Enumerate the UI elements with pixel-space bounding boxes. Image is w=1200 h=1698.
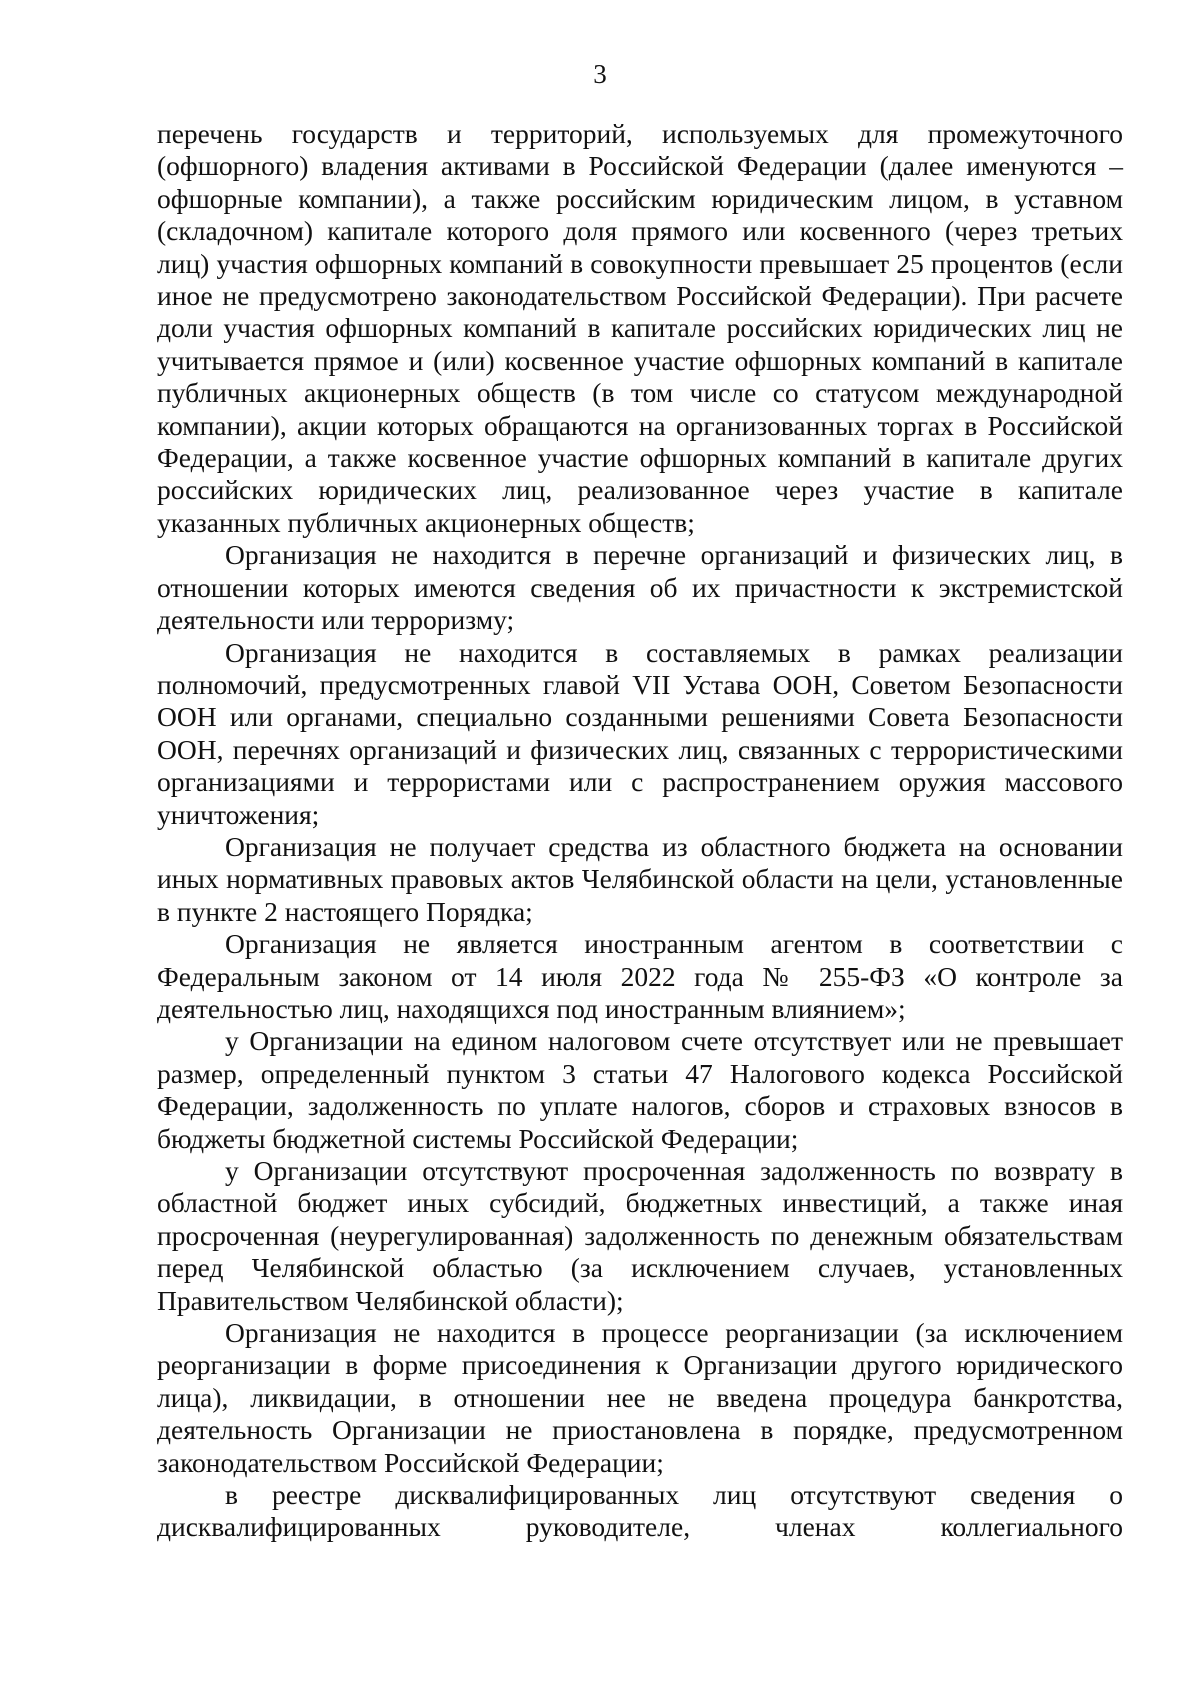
page-number: 3	[593, 59, 607, 89]
paragraph-overdue-debt: у Организации отсутствуют просроченная задолженность по возврату в областной бюджет иных субсидий, бюджетных инвестиций, а также иная просроченная (неурегулированная) задолженность по денежным обязательствам перед Челябинской областью (за исключением случаев, установленных Правительством Челябинской области);	[157, 1155, 1123, 1316]
paragraph-reorganization: Организация не находится в процессе реорганизации (за исключением реорганизации в форме присоединения к Организации другого юридического лица), ликвидации, в отношении нее не введена процедура банкротства, деятельность Организации не приостановлена в порядке, предусмотренном законодательством Российской Федерации;	[157, 1317, 1123, 1478]
paragraph-foreign-agent: Организация не является иностранным агентом в соответствии с Федеральным законом от 14 июля 2022 года № 255-ФЗ «О контроле за деятельностью лиц, находящихся под иностранным влиянием»;	[157, 928, 1123, 1024]
paragraph-extremism-list: Организация не находится в перечне организаций и физических лиц, в отношении которых имеются сведения об их причастности к экстремистской деятельности или терроризму;	[157, 539, 1123, 636]
paragraph-disqualified-persons: в реестре дисквалифицированных лиц отсутствуют сведения о дисквалифицированных руководителе, членах коллегиального	[157, 1479, 1123, 1543]
paragraph-offshore-companies: перечень государств и территорий, используемых для промежуточного (офшорного) владения активами в Российской Федерации (далее именуются – офшорные компании), а также российским юридическим лицом, в уставном (складочном) капитале которого доля прямого или косвенного (через третьих лиц) участия офшорных компаний в совокупности превышает 25 процентов (если иное не предусмотрено законодательством Российской Федерации). При расчете доли участия офшорных компаний в капитале российских юридических лиц не учитывается прямое и (или) косвенное участие офшорных компаний в капитале публичных акционерных обществ (в том числе со статусом международной компании), акции которых обращаются на организованных торгах в Российской Федерации, а также косвенное участие офшорных компаний в капитале других российских юридических лиц, реализованное через участие в капитале указанных публичных акционерных обществ;	[157, 118, 1123, 538]
paragraph-tax-debt: у Организации на едином налоговом счете отсутствует или не превышает размер, определенный пунктом 3 статьи 47 Налогового кодекса Российской Федерации, задолженность по уплате налогов, сборов и страховых взносов в бюджеты бюджетной системы Российской Федерации;	[157, 1025, 1123, 1154]
document-body	[157, 118, 1123, 1544]
paragraph-un-sanctions-list: Организация не находится в составляемых в рамках реализации полномочий, предусмотренных главой VII Устава ООН, Советом Безопасности ООН или органами, специально созданными решениями Совета Безопасности ООН, перечнях организаций и физических лиц, связанных с террористическими организациями и террористами или с распространением оружия массового уничтожения;	[157, 636, 1123, 830]
paragraph-regional-budget-funds: Организация не получает средства из областного бюджета на основании иных нормативных правовых актов Челябинской области на цели, установленные в пункте 2 настоящего Порядка;	[157, 830, 1123, 927]
